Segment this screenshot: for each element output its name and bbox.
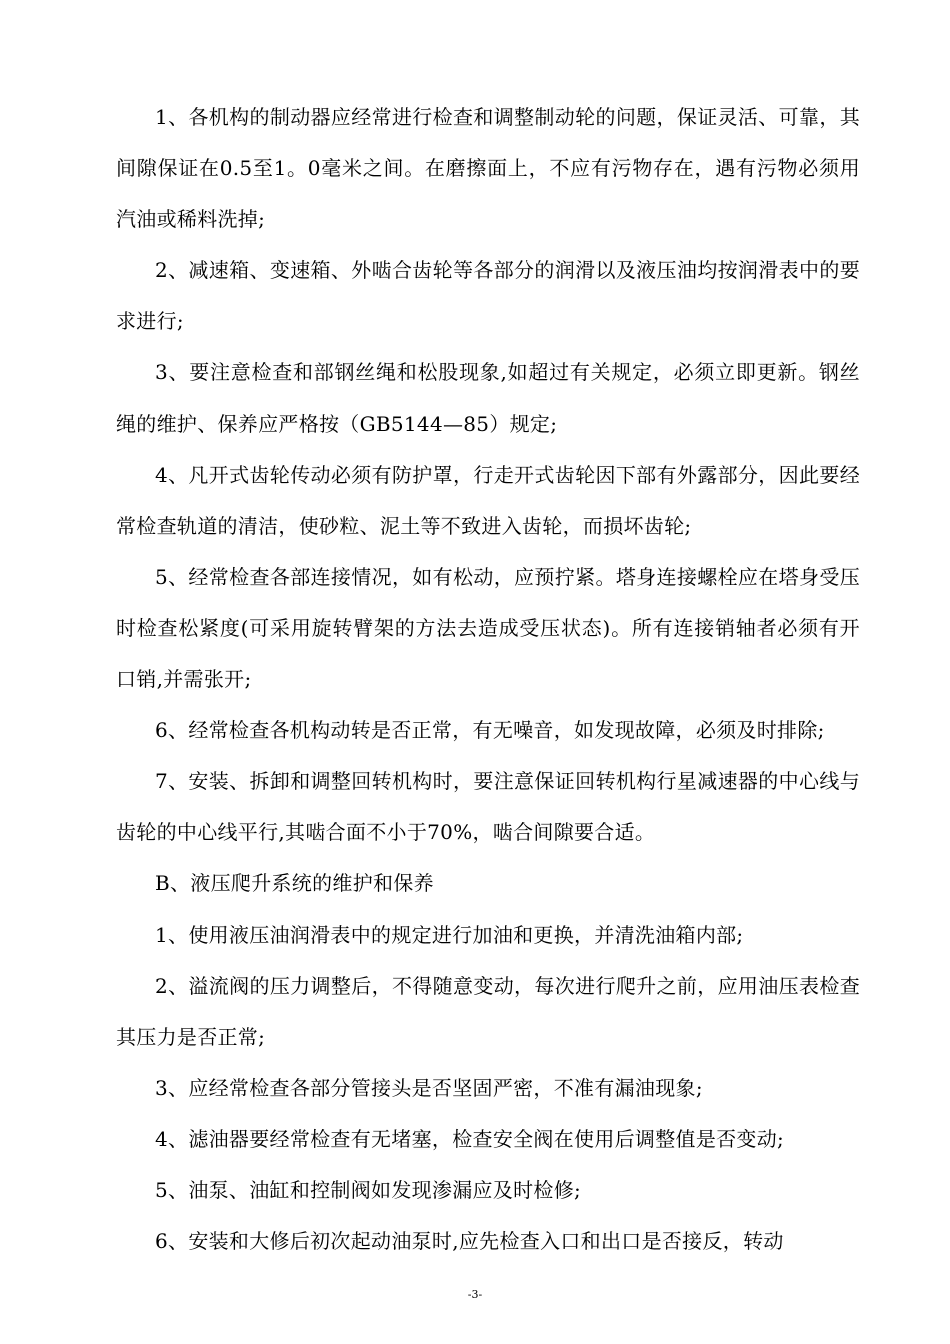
paragraph-1: 1、各机构的制动器应经常进行检查和调整制动轮的问题，保证灵活、可靠，其间隙保证在0.5至1。0毫米之间。在磨擦面上，不应有污物存在，遇有污物必须用汽油或稀料洗掉;: [116, 105, 860, 232]
paragraph-b4: 4、滤油器要经常检查有无堵塞，检查安全阀在使用后调整值是否变动;: [155, 1126, 785, 1151]
paragraph-4: 4、凡开式齿轮传动必须有防护罩，行走开式齿轮因下部有外露部分，因此要经常检查轨道的清洁，使砂粒、泥土等不致进入齿轮，而损坏齿轮;: [116, 462, 860, 538]
paragraph-b2: 2、溢流阀的压力调整后，不得随意变动，每次进行爬升之前，应用油压表检查其压力是否正常;: [116, 973, 860, 1049]
paragraph-3: 3、要注意检查和部钢丝绳和松股现象,如超过有关规定，必须立即更新。钢丝绳的维护、保养应严格按（GB5144—85）规定;: [116, 360, 860, 436]
paragraph-5: 5、经常检查各部连接情况，如有松动，应预拧紧。塔身连接螺栓应在塔身受压时检查松紧度(可采用旋转臂架的方法去造成受压状态)。所有连接销轴者必须有开口销,并需张开;: [116, 564, 860, 692]
section-heading-b: B、液压爬升系统的维护和保养: [155, 871, 434, 896]
paragraph-2: 2、减速箱、变速箱、外啮合齿轮等各部分的润滑以及液压油均按润滑表中的要求进行;: [116, 258, 860, 334]
paragraph-6: 6、经常检查各机构动转是否正常，有无噪音，如发现故障，必须及时排除;: [155, 718, 825, 743]
document-body: [116, 92, 860, 1267]
page-number: -3-: [467, 1288, 483, 1301]
paragraph-b6: 6、安装和大修后初次起动油泵时,应先检查入口和出口是否接反，转动: [155, 1229, 784, 1254]
paragraph-b5: 5、油泵、油缸和控制阀如发现渗漏应及时检修;: [155, 1177, 582, 1202]
paragraph-7: 7、安装、拆卸和调整回转机构时，要注意保证回转机构行星减速器的中心线与齿轮的中心线平行,其啮合面不小于70%，啮合间隙要合适。: [116, 769, 860, 845]
paragraph-b3: 3、应经常检查各部分管接头是否坚固严密，不准有漏油现象;: [155, 1075, 703, 1100]
paragraph-b1: 1、使用液压油润滑表中的规定进行加油和更换，并清洗油箱内部;: [155, 922, 744, 947]
